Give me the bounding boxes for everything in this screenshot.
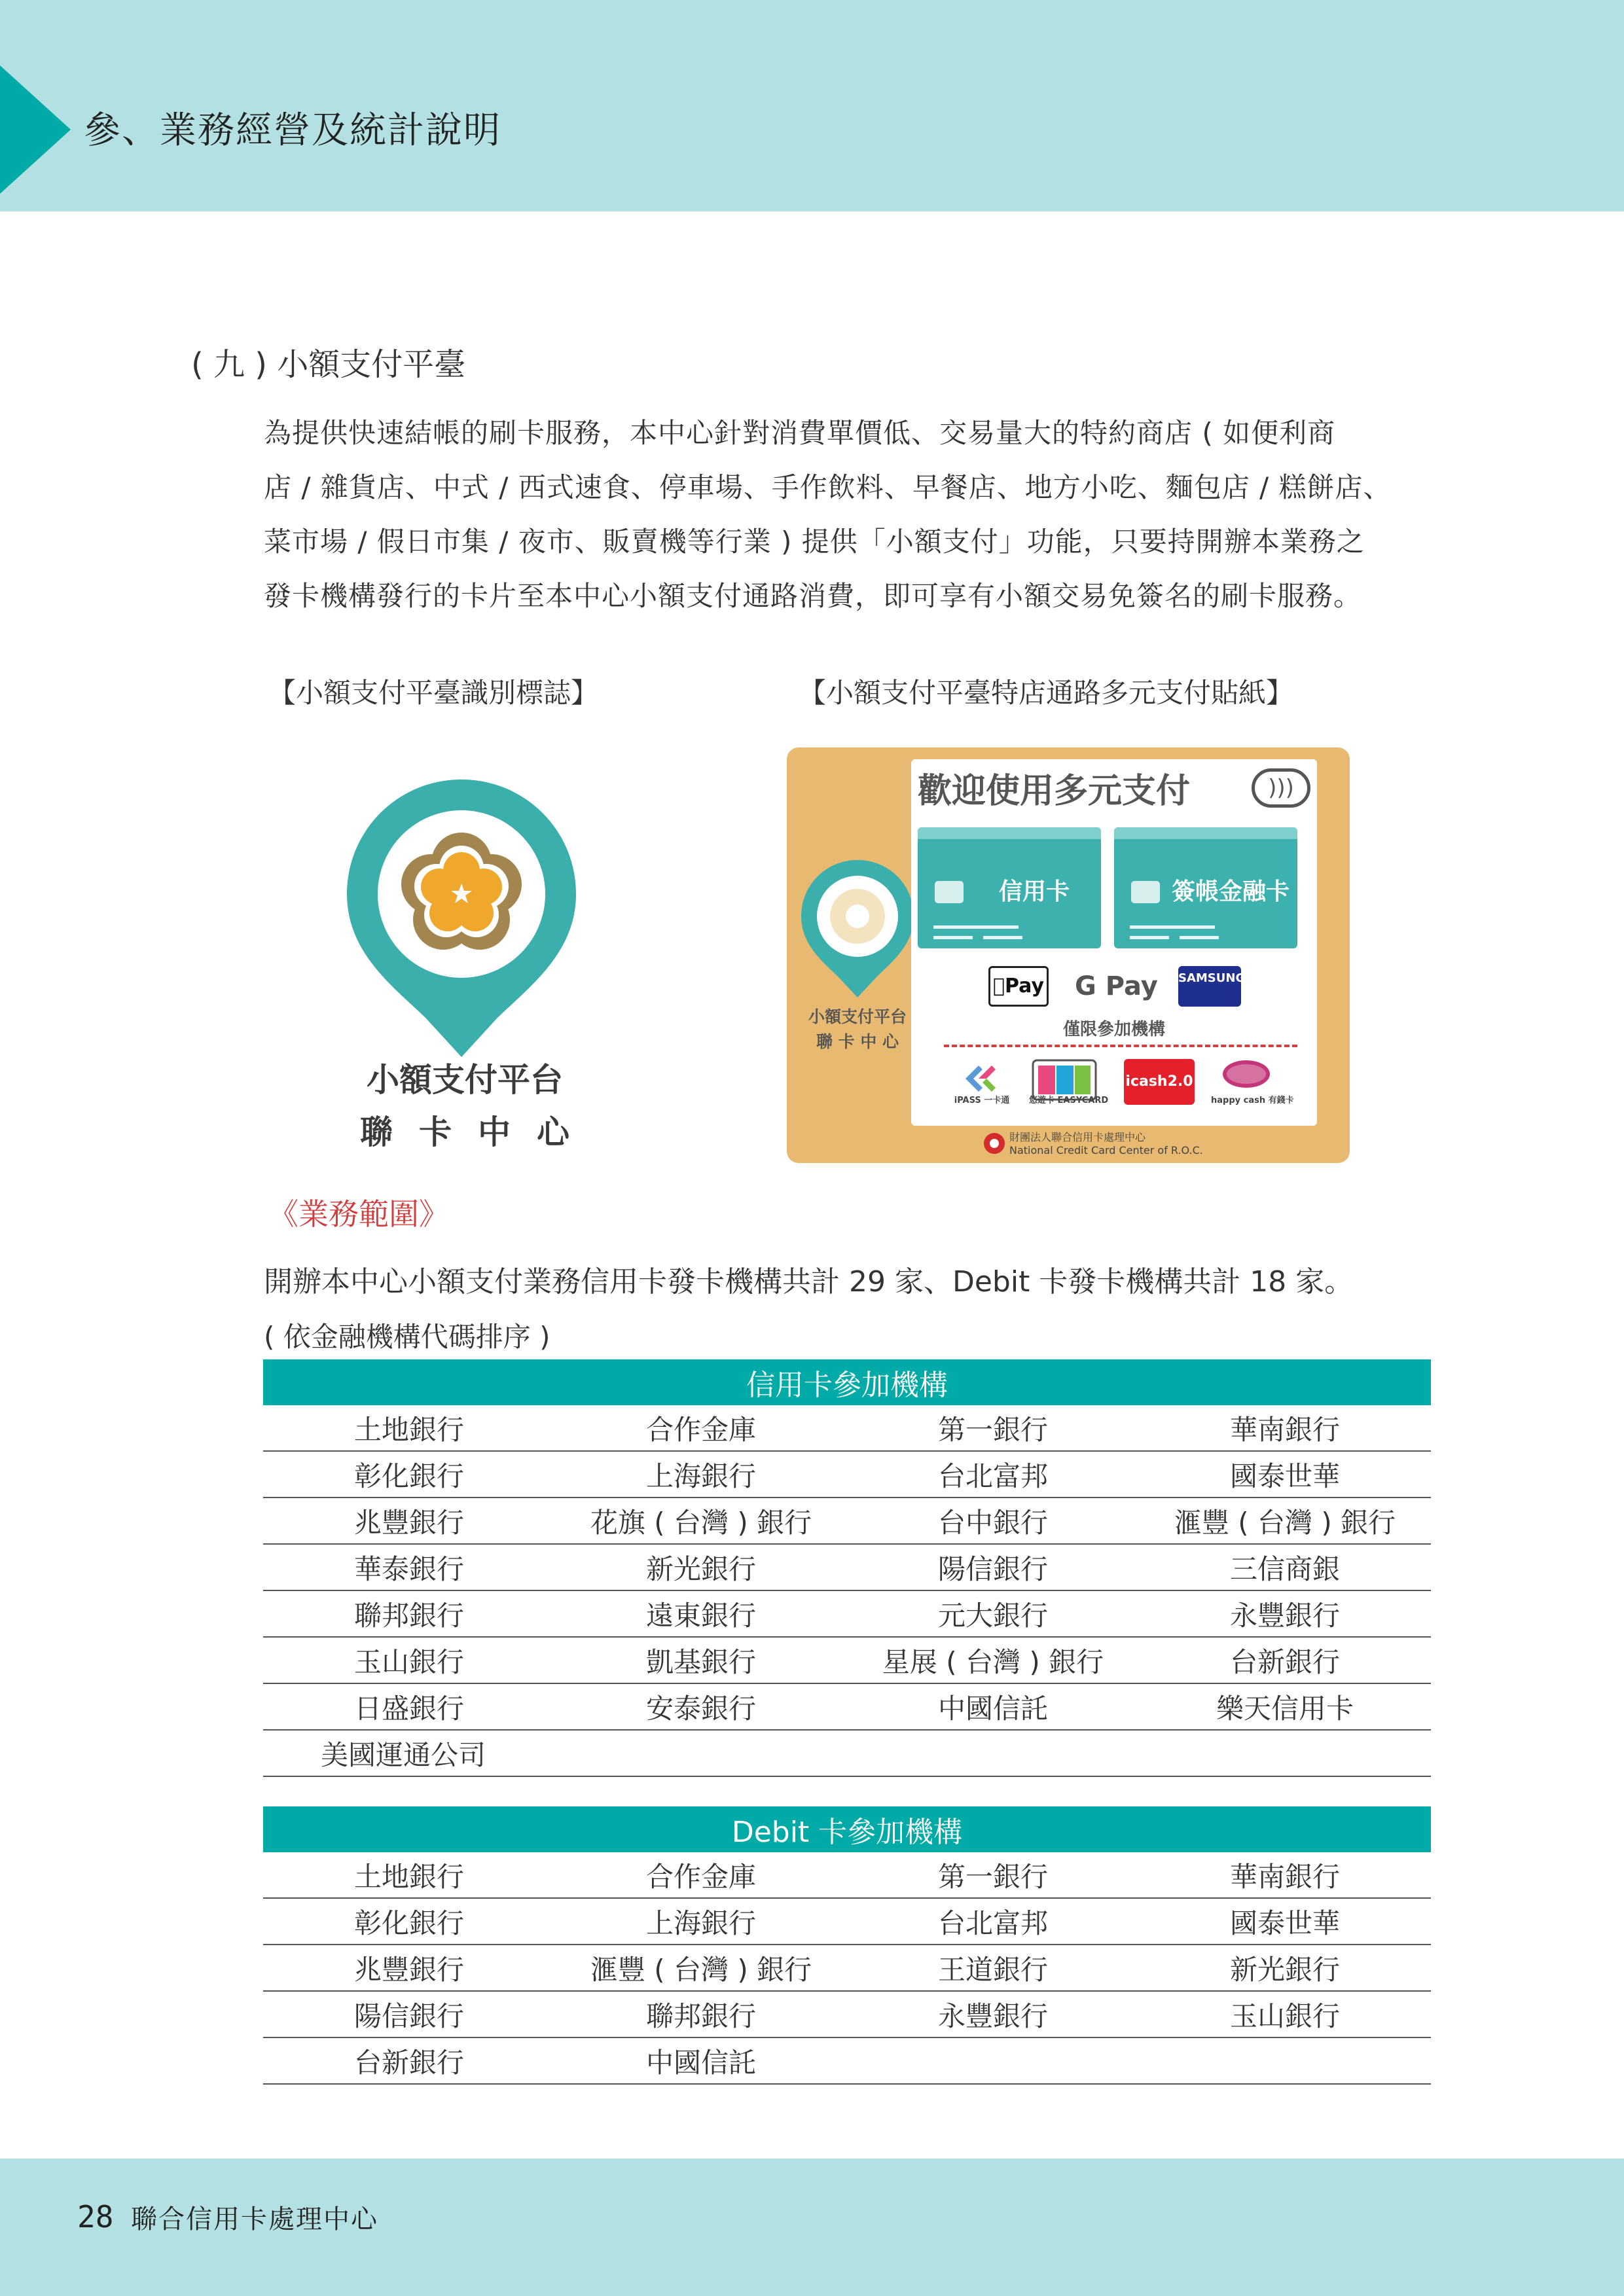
- table-row: [263, 1683, 1431, 1730]
- table-cell: 陽信銀行: [847, 1544, 1139, 1590]
- table-cell: 安泰銀行: [555, 1683, 847, 1730]
- table-cell: 永豐銀行: [847, 1991, 1139, 2037]
- table-row: [263, 1991, 1431, 2037]
- table-row: [263, 1498, 1431, 1544]
- table-cell: 玉山銀行: [263, 1637, 555, 1683]
- debit-card-label: 簽帳金融卡: [1171, 878, 1290, 905]
- scope-text: 開辦本中心小額支付業務信用卡發卡機構共計 29 家、Debit 卡發卡機構共計 18 家。: [264, 1265, 1354, 1299]
- intro-line: 為提供快速結帳的刷卡服務，本中心針對消費單價低、交易量大的特約商店 ( 如便利商: [264, 417, 1336, 449]
- table-cell: 新光銀行: [555, 1544, 847, 1590]
- intro-paragraph: [264, 406, 1430, 623]
- table-cell: 華泰銀行: [263, 1544, 555, 1590]
- table-cell: 中國信託: [847, 1683, 1139, 1730]
- dashed-divider: [944, 1045, 1297, 1047]
- sort-note: ( 依金融機構代碼排序 ): [264, 1321, 550, 1353]
- table-cell: 玉山銀行: [1139, 1991, 1431, 2037]
- table-row: [263, 1730, 1431, 1776]
- chapter-title: 參、業務經營及統計說明: [84, 109, 501, 152]
- sticker-caption: 【小額支付平臺特店通路多元支付貼紙】: [799, 677, 1294, 709]
- table-cell: 永豐銀行: [1139, 1590, 1431, 1637]
- credit-card-tile: [918, 827, 1101, 948]
- debit-card-tile: [1114, 827, 1297, 948]
- table-row: [263, 1898, 1431, 1945]
- table-cell: 新光銀行: [1139, 1945, 1431, 1991]
- chip-icon: [1131, 881, 1160, 903]
- table-cell: [847, 2037, 1139, 2084]
- table-cell: 國泰世華: [1139, 1898, 1431, 1945]
- table-cell: 合作金庫: [555, 1405, 847, 1451]
- page-number: 28: [77, 2199, 114, 2234]
- apple-pay-logo: Pay: [988, 966, 1049, 1007]
- table-cell: 凱基銀行: [555, 1637, 847, 1683]
- table-cell: 花旗 ( 台灣 ) 銀行: [555, 1498, 847, 1544]
- intro-line: 菜市場 / 假日市集 / 夜市、販賣機等行業 ) 提供「小額支付」功能，只要持開辦本業務之: [264, 526, 1365, 558]
- table-cell: 兆豐銀行: [263, 1945, 555, 1991]
- table-cell: 中國信託: [555, 2037, 847, 2084]
- credit-table-header: 信用卡參加機構: [263, 1359, 1431, 1405]
- table-cell: 兆豐銀行: [263, 1498, 555, 1544]
- table-row: [263, 1451, 1431, 1498]
- happycash-logo: happy cash 有錢卡: [1211, 1059, 1282, 1105]
- debit-institutions-table: [263, 1806, 1431, 2085]
- sticker-card: [911, 759, 1317, 1126]
- icash-logo: icash2.0: [1124, 1059, 1195, 1105]
- table-cell: 美國運通公司: [263, 1730, 1431, 1776]
- table-row: [263, 2037, 1431, 2084]
- intro-line: 發卡機構發行的卡片至本中心小額支付通路消費，即可享有小額交易免簽名的刷卡服務。: [264, 580, 1362, 612]
- table-cell: 聯邦銀行: [555, 1991, 847, 2037]
- footer-org-name: 聯合信用卡處理中心: [131, 2204, 378, 2234]
- table-row: [263, 1544, 1431, 1590]
- table-cell: 台北富邦: [847, 1451, 1139, 1498]
- happycash-icon: [1220, 1059, 1272, 1089]
- table-cell: 三信商銀: [1139, 1544, 1431, 1590]
- table-cell: 華南銀行: [1139, 1405, 1431, 1451]
- easycard-logo: 悠遊卡 EASYCARD: [1029, 1059, 1100, 1105]
- table-cell: 彰化銀行: [263, 1451, 555, 1498]
- table-cell: 王道銀行: [847, 1945, 1139, 1991]
- table-row: [263, 1590, 1431, 1637]
- table-cell: 台新銀行: [1139, 1637, 1431, 1683]
- table-cell: 台中銀行: [847, 1498, 1139, 1544]
- table-cell: 第一銀行: [847, 1405, 1139, 1451]
- contactless-icon: ))): [1252, 768, 1310, 808]
- table-cell: 陽信銀行: [263, 1991, 555, 2037]
- table-cell: 國泰世華: [1139, 1451, 1431, 1498]
- logo-text-center: 聯卡中心: [360, 1113, 596, 1151]
- table-row: [263, 1945, 1431, 1991]
- samsung-pay-logo: SAMSUNG pay: [1178, 966, 1241, 1007]
- table-cell: 聯邦銀行: [263, 1590, 555, 1637]
- table-cell: 第一銀行: [847, 1852, 1139, 1898]
- table-cell: 遠東銀行: [555, 1590, 847, 1637]
- mini-plum-pin-icon: [799, 857, 916, 1001]
- table-cell: 元大銀行: [847, 1590, 1139, 1637]
- ipass-logo: iPASS 一卡通: [947, 1059, 1017, 1105]
- table-cell: 滙豐 ( 台灣 ) 銀行: [1139, 1498, 1431, 1544]
- table-row: [263, 1405, 1431, 1451]
- table-cell: 華南銀行: [1139, 1852, 1431, 1898]
- nccc-logo-icon: [983, 1132, 1005, 1155]
- table-row: [263, 1852, 1431, 1898]
- table-row: [263, 1637, 1431, 1683]
- credit-card-label: 信用卡: [998, 878, 1070, 905]
- table-cell: 上海銀行: [555, 1451, 847, 1498]
- ipass-icon: [959, 1059, 1005, 1092]
- chip-icon: [935, 881, 964, 903]
- table-cell: 上海銀行: [555, 1898, 847, 1945]
- google-pay-logo: G Pay: [1075, 971, 1158, 1001]
- sticker-footer-note: 財團法人聯合信用卡處理中心 National Credit Card Center of R.O.C.: [1009, 1131, 1203, 1157]
- table-cell: [1139, 2037, 1431, 2084]
- table-cell: 土地銀行: [263, 1405, 555, 1451]
- section-title: ( 九 ) 小額支付平臺: [191, 346, 466, 383]
- intro-line: 店 / 雜貨店、中式 / 西式速食、停車場、手作飲料、早餐店、地方小吃、麵包店 / 糕餅店、: [264, 471, 1392, 503]
- table-cell: 星展 ( 台灣 ) 銀行: [847, 1637, 1139, 1683]
- header-arrow-icon: [0, 65, 71, 194]
- table-cell: 彰化銀行: [263, 1898, 555, 1945]
- debit-table-header: Debit 卡參加機構: [263, 1806, 1431, 1852]
- logo-caption: 【小額支付平臺識別標誌】: [268, 677, 599, 709]
- mini-logo-text-platform: 小額支付平台: [808, 1007, 907, 1026]
- mini-logo-text-center: 聯 卡 中 心: [816, 1032, 899, 1051]
- logo-text-platform: 小額支付平台: [367, 1061, 563, 1099]
- participating-only-note: 僅限參加機構: [1062, 1020, 1165, 1039]
- table-cell: 台新銀行: [263, 2037, 555, 2084]
- table-cell: 台北富邦: [847, 1898, 1139, 1945]
- table-cell: 合作金庫: [555, 1852, 847, 1898]
- table-cell: 土地銀行: [263, 1852, 555, 1898]
- scope-title: 《業務範圍》: [268, 1196, 449, 1232]
- credit-institutions-table: [263, 1359, 1431, 1777]
- sticker-title: 歡迎使用多元支付: [918, 772, 1191, 811]
- table-cell: 樂天信用卡: [1139, 1683, 1431, 1730]
- table-cell: 滙豐 ( 台灣 ) 銀行: [555, 1945, 847, 1991]
- multi-payment-sticker: [787, 747, 1350, 1163]
- table-cell: 日盛銀行: [263, 1683, 555, 1730]
